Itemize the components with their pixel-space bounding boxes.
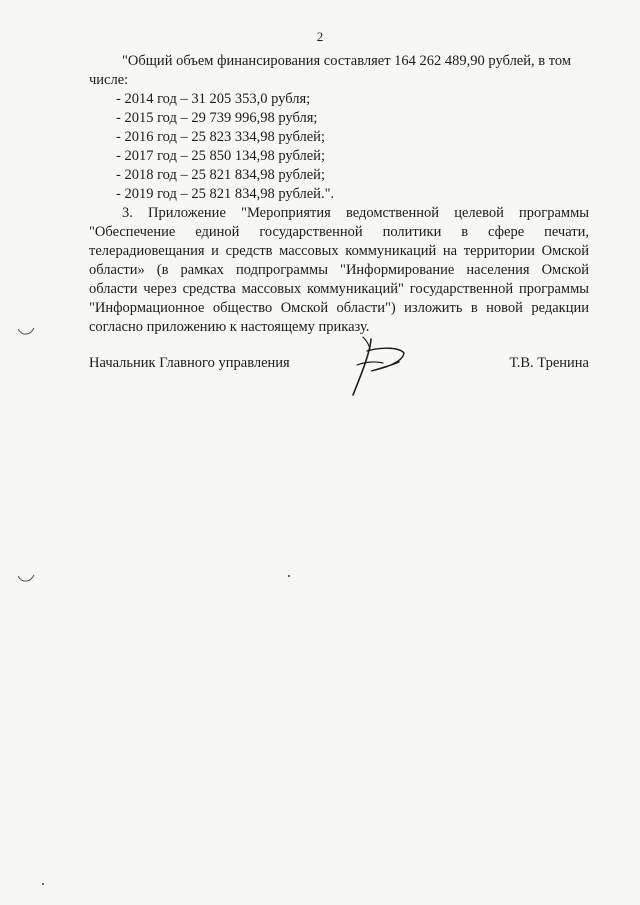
signer-name: Т.В. Тренина: [509, 355, 589, 371]
punch-hole-mark: [16, 573, 36, 585]
signer-title: Начальник Главного управления: [89, 355, 290, 371]
year-line-2014: - 2014 год – 31 205 353,0 рубля;: [116, 91, 311, 107]
handwritten-signature: [341, 335, 407, 397]
year-line-2017: - 2017 год – 25 850 134,98 рублей;: [116, 148, 325, 164]
clause-3: 3. Приложение "Мероприятия ведомственной целевой программы "Обеспечение единой государственной политики в сфере печати, телерадиовещания и средств массовых коммуникаций на территории Омской области» (в рамках подпрограммы "Информирование населения Омской области через средства массовых коммуникаций" государственной программы "Информационное общество Омской области") изложить в новой редакции согласно приложению к настоящему приказу.: [89, 205, 589, 335]
document-body: [89, 52, 589, 337]
year-line-2015: - 2015 год – 29 739 996,98 рубля;: [116, 110, 318, 126]
financing-intro: "Общий объем финансирования составляет 164 262 489,90 рублей, в том числе:: [89, 53, 572, 88]
yearly-financing-list: [89, 90, 589, 204]
punch-hole-mark: [16, 326, 36, 338]
year-line-2016: - 2016 год – 25 823 334,98 рублей;: [116, 129, 325, 145]
scan-speck: [287, 574, 291, 578]
scan-speck: [41, 882, 45, 886]
page-number: 2: [316, 29, 324, 44]
year-line-2018: - 2018 год – 25 821 834,98 рублей;: [116, 167, 325, 183]
year-line-2019: - 2019 год – 25 821 834,98 рублей.".: [116, 186, 335, 202]
